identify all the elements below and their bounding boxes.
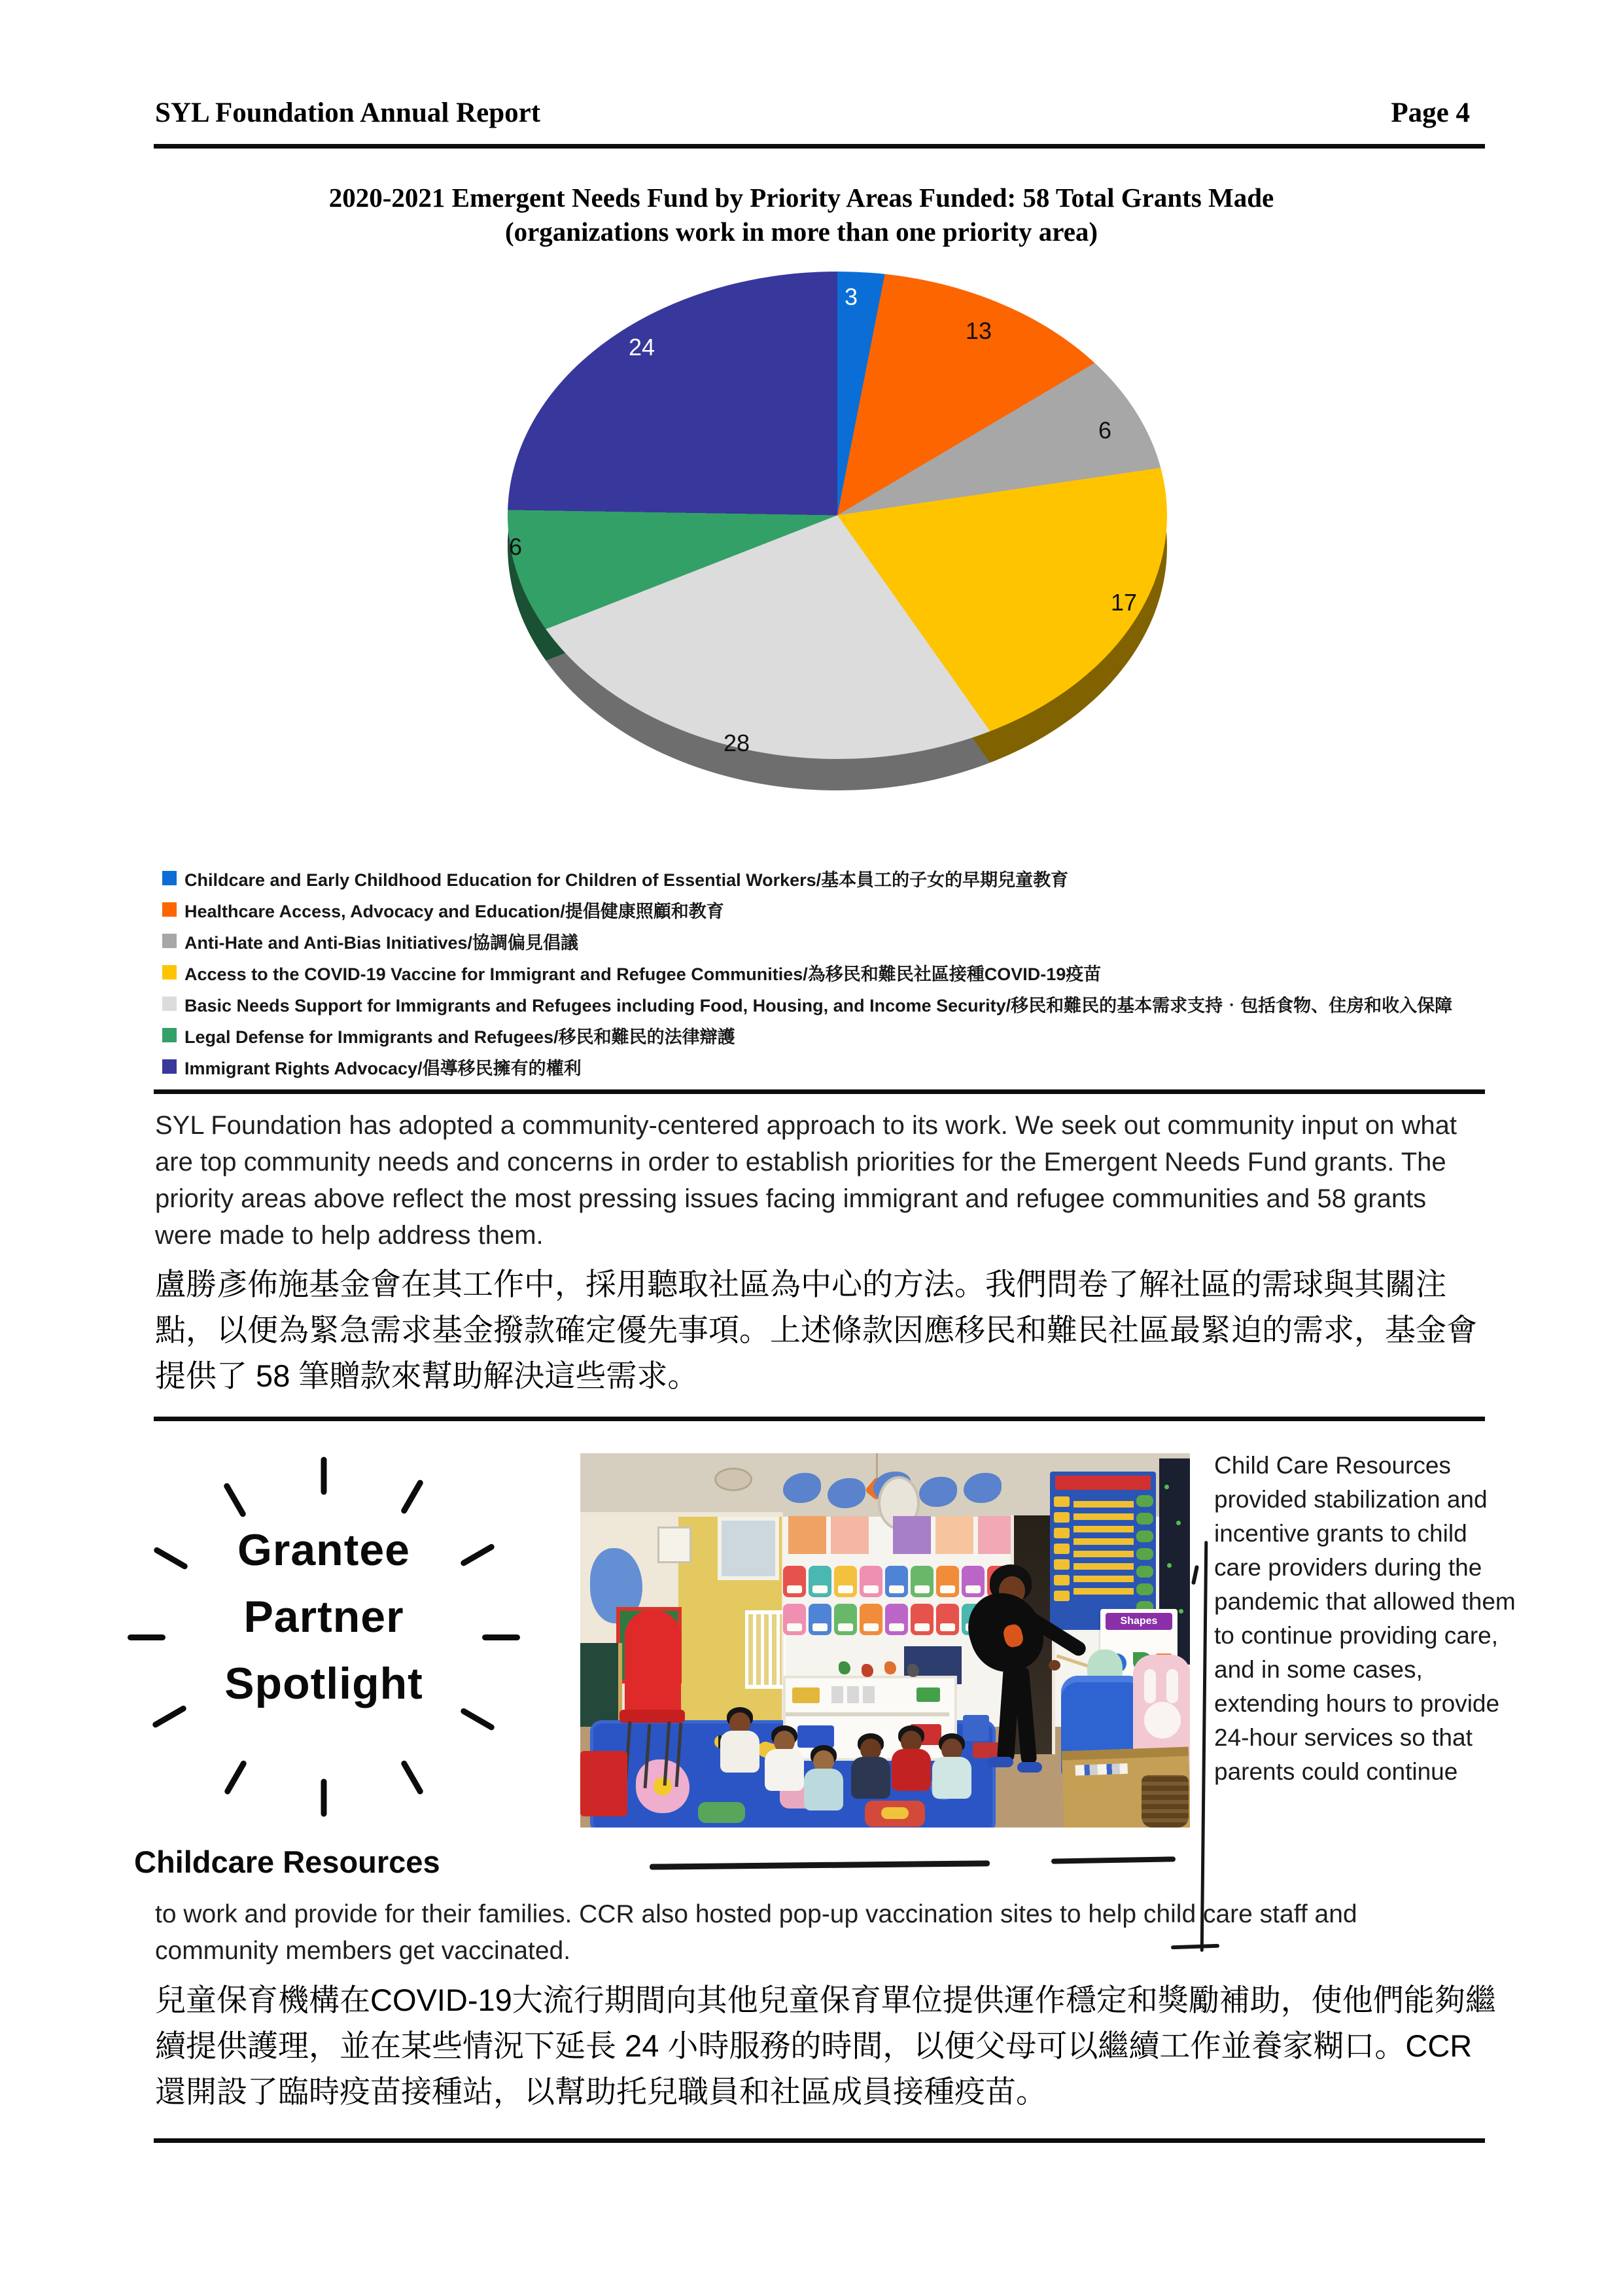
- red-table: [580, 1751, 627, 1816]
- spotlight-line2: Partner: [243, 1592, 404, 1642]
- red-chair-back: [625, 1610, 681, 1715]
- legend-item: [162, 925, 1452, 957]
- child-body: [804, 1769, 843, 1810]
- section-divider: [154, 1417, 1485, 1421]
- curtain-speckle: [1167, 1563, 1172, 1568]
- legend-swatch: [162, 902, 177, 917]
- alphabet-card-letterbox: [864, 1623, 879, 1631]
- spotlight-ray-icon: [128, 1634, 166, 1640]
- alphabet-card: [783, 1604, 806, 1635]
- alphabet-card: [809, 1566, 831, 1597]
- spotlight-ray-icon: [321, 1457, 327, 1495]
- shelf-board: [786, 1712, 949, 1716]
- bunny-face: [1144, 1702, 1181, 1739]
- pie-value-label: 3: [845, 283, 858, 310]
- small-frame: [657, 1527, 691, 1563]
- alphabet-card-letterbox: [838, 1623, 853, 1631]
- alphabet-card-letterbox: [940, 1585, 955, 1593]
- calendar-activity-label: [1136, 1495, 1153, 1507]
- paragraph-chinese-approach: 盧勝彥佈施基金會在其工作中，採用聽取社區為中心的方法。我們問卷了解社區的需球與其關注點，以便為緊急需求基金撥款確定優先事項。上述條款因應移民和難民社區最緊迫的需求，基金會提供了 58 筆贈款來幫助解決這些需求。: [155, 1267, 1477, 1393]
- paragraph-english-ccr: to work and provide for their families. CCR also hosted pop-up vaccination sites to help child care staff and community members get vaccinated.: [155, 1900, 1357, 1965]
- alphabet-card-letterbox: [787, 1585, 802, 1593]
- baby-gate: [745, 1610, 786, 1689]
- legend-item: [162, 862, 1452, 894]
- calendar-side-label: [1054, 1496, 1070, 1507]
- teacher-shoe: [987, 1757, 1013, 1767]
- alphabet-card: [885, 1566, 908, 1597]
- wicker-basket: [1142, 1775, 1189, 1828]
- spotlight-ray-icon: [400, 1759, 425, 1795]
- child-body: [720, 1731, 759, 1773]
- curtain-speckle: [1176, 1521, 1181, 1525]
- calendar-side-label: [1054, 1575, 1070, 1585]
- calendar-activity-label: [1136, 1566, 1153, 1578]
- paragraph-english-approach: SYL Foundation has adopted a community-centered approach to its work. We seek out community input on what are top community needs and concerns in order to establish priorities for the Emergent Needs Fund grants. The priority areas above reflect the most pressing issues facing immigrant and refugee communities and 58 grants were made to help address them.: [155, 1111, 1457, 1250]
- rug-shape: [881, 1807, 909, 1819]
- calendar-activity-label: [1136, 1530, 1153, 1542]
- calendar-poster: [1050, 1472, 1156, 1630]
- dino-toy: [907, 1664, 919, 1677]
- alphabet-card-letterbox: [915, 1585, 930, 1593]
- child-body: [932, 1757, 971, 1799]
- childcare-classroom-photo: [580, 1453, 1190, 1828]
- spotlight-org-name: Childcare Resources: [134, 1845, 440, 1879]
- pie-value-label: 17: [1111, 589, 1138, 616]
- child-body: [765, 1749, 804, 1791]
- legend-swatch: [162, 1059, 177, 1074]
- construction-paper: [788, 1516, 826, 1554]
- legend-label: Healthcare Access, Advocacy and Education/提倡健康照顧和教育: [184, 901, 724, 921]
- legend-item: [162, 1051, 1452, 1082]
- grantee-partner-spotlight: [98, 1459, 530, 1826]
- calendar-side-label: [1054, 1544, 1070, 1554]
- legend-item: [162, 957, 1452, 988]
- hand-drawn-underline-stroke: [1051, 1856, 1176, 1863]
- paragraph-chinese-ccr: 兒童保育機構在COVID-19大流行期間向其他兒童保育單位提供運作穩定和獎勵補助，使他們能夠繼續提供護理，並在某些情況下延長 24 小時服務的時間，以便父母可以繼續工作並養家糊口。CCR 還開設了臨時疫苗接種站，以幫助托兒職員和社區成員接種疫苗。: [155, 1983, 1496, 2109]
- alphabet-card: [783, 1566, 806, 1597]
- pie-value-label: 24: [629, 334, 655, 361]
- red-chair-seat: [620, 1710, 685, 1723]
- alphabet-card-letterbox: [838, 1585, 853, 1593]
- alphabet-card-letterbox: [966, 1585, 981, 1593]
- spotlight-side-text: Child Care Resources provided stabilization and incentive grants to child care providers during the pandemic that allowed them to continue providing care, and in some cases, extending hours to provide 24-hour services so that parents could continue: [1214, 1452, 1516, 1785]
- alphabet-card-letterbox: [787, 1623, 802, 1631]
- chart-title-line1: 2020-2021 Emergent Needs Fund by Priority Areas Funded: 58 Total Grants Made: [328, 183, 1274, 213]
- spotlight-ray-icon: [321, 1779, 327, 1817]
- legend-item: [162, 1019, 1452, 1051]
- hand-drawn-tick: [1191, 1565, 1199, 1585]
- legend-item: [162, 894, 1452, 925]
- legend-label: Access to the COVID-19 Vaccine for Immigrant and Refugee Communities/為移民和難民社區接種COVID-19疫苗: [184, 964, 1102, 984]
- legend-swatch: [162, 965, 177, 980]
- construction-paper: [935, 1516, 973, 1554]
- spotlight-ray-icon: [224, 1759, 248, 1795]
- alphabet-card-letterbox: [915, 1623, 930, 1631]
- legend-label: Legal Defense for Immigrants and Refugees/移民和難民的法律辯護: [184, 1027, 735, 1047]
- alphabet-card: [911, 1566, 934, 1597]
- bottom-divider: [154, 2138, 1485, 2143]
- alphabet-card: [834, 1566, 857, 1597]
- spotlight-line3: Spotlight: [224, 1659, 423, 1708]
- shapes-poster-header: Shapes: [1106, 1613, 1172, 1630]
- calendar-grid: [1073, 1496, 1134, 1595]
- legend-label: Basic Needs Support for Immigrants and Refugees including Food, Housing, and Income Security/移民和難民的基本需求支持‧包括食物、住房和收入保障: [184, 995, 1453, 1016]
- toy-green: [916, 1687, 940, 1702]
- legend-swatch: [162, 871, 177, 885]
- dino-toy: [884, 1661, 896, 1674]
- alphabet-card: [911, 1604, 934, 1635]
- alphabet-card-letterbox: [812, 1623, 828, 1631]
- calendar-side-label: [1054, 1559, 1070, 1570]
- toy-bin-yellow: [792, 1687, 820, 1703]
- pie-value-label: 13: [966, 317, 992, 344]
- curtain-speckle: [1164, 1485, 1169, 1489]
- calendar-side-label: [1054, 1512, 1070, 1523]
- pie-value-label: 6: [1098, 417, 1112, 444]
- alphabet-card: [834, 1604, 857, 1635]
- section-divider: [154, 1089, 1485, 1094]
- spotlight-ray-icon: [482, 1634, 520, 1640]
- pie-chart: [508, 272, 1167, 790]
- construction-paper: [831, 1516, 869, 1554]
- bunny-ear: [1144, 1669, 1156, 1703]
- pie-face: [508, 272, 1167, 759]
- calendar-side-label: [1054, 1591, 1070, 1601]
- alphabet-card: [885, 1604, 908, 1635]
- pie-value-label: 28: [724, 730, 750, 756]
- alphabet-card-letterbox: [889, 1623, 904, 1631]
- spotlight-line1: Grantee: [237, 1525, 410, 1575]
- alphabet-card: [936, 1566, 959, 1597]
- chart-title-line2: (organizations work in more than one priority area): [504, 217, 1098, 247]
- report-title: SYL Foundation Annual Report: [155, 97, 541, 128]
- dino-toy: [839, 1661, 850, 1674]
- alphabet-card: [936, 1604, 959, 1635]
- alphabet-card-letterbox: [812, 1585, 828, 1593]
- legend-item: [162, 988, 1452, 1019]
- hand-drawn-underline-stroke: [650, 1860, 990, 1869]
- alphabet-card-letterbox: [889, 1585, 904, 1593]
- legend-swatch: [162, 934, 177, 948]
- spotlight-ray-icon: [400, 1479, 425, 1515]
- teacher-hand: [1049, 1660, 1060, 1670]
- alphabet-card: [860, 1604, 882, 1635]
- calendar-header: [1055, 1475, 1151, 1490]
- calendar-activity-label: [1136, 1548, 1153, 1560]
- toy-bin-blue: [797, 1725, 834, 1748]
- page-number: Page 4: [1391, 97, 1470, 128]
- toy-cube-blue: [963, 1715, 989, 1741]
- spotlight-title: [98, 1517, 550, 1717]
- legend-swatch: [162, 997, 177, 1011]
- construction-paper: [893, 1516, 931, 1554]
- rug-flower-center: [654, 1777, 672, 1795]
- alphabet-card-letterbox: [864, 1585, 879, 1593]
- header-divider: [154, 144, 1485, 149]
- pie-value-label: 6: [509, 533, 523, 560]
- legend-label: Childcare and Early Childhood Education for Children of Essential Workers/基本員工的子女的早期兒童教育: [184, 870, 1069, 890]
- calendar-activity-label: [1136, 1583, 1153, 1595]
- alphabet-card: [809, 1604, 831, 1635]
- alphabet-card: [962, 1566, 985, 1597]
- curtain-speckle: [1179, 1609, 1183, 1614]
- calendar-activity-label: [1136, 1513, 1153, 1525]
- hand-drawn-vertical-stroke: [1200, 1541, 1208, 1952]
- child-body: [892, 1749, 931, 1791]
- legend-label: Anti-Hate and Anti-Bias Initiatives/協調偏見倡議: [184, 932, 579, 953]
- ceiling-light: [714, 1468, 752, 1491]
- legend-label: Immigrant Rights Advocacy/倡導移民擁有的權利: [184, 1058, 582, 1078]
- child-body: [851, 1757, 890, 1799]
- chart-legend: [162, 862, 1452, 1082]
- spotlight-ray-icon: [223, 1482, 247, 1518]
- alphabet-card-letterbox: [940, 1623, 955, 1631]
- toy-blocks-gray: [831, 1686, 877, 1703]
- bunny-ear: [1166, 1669, 1178, 1703]
- window: [718, 1517, 779, 1580]
- dino-toy: [862, 1664, 873, 1677]
- legend-swatch: [162, 1028, 177, 1042]
- alphabet-card: [860, 1566, 882, 1597]
- calendar-side-label: [1054, 1528, 1070, 1538]
- teacher-shoe: [1017, 1762, 1042, 1773]
- rug-shape: [698, 1802, 745, 1823]
- book-stack: [1075, 1763, 1128, 1776]
